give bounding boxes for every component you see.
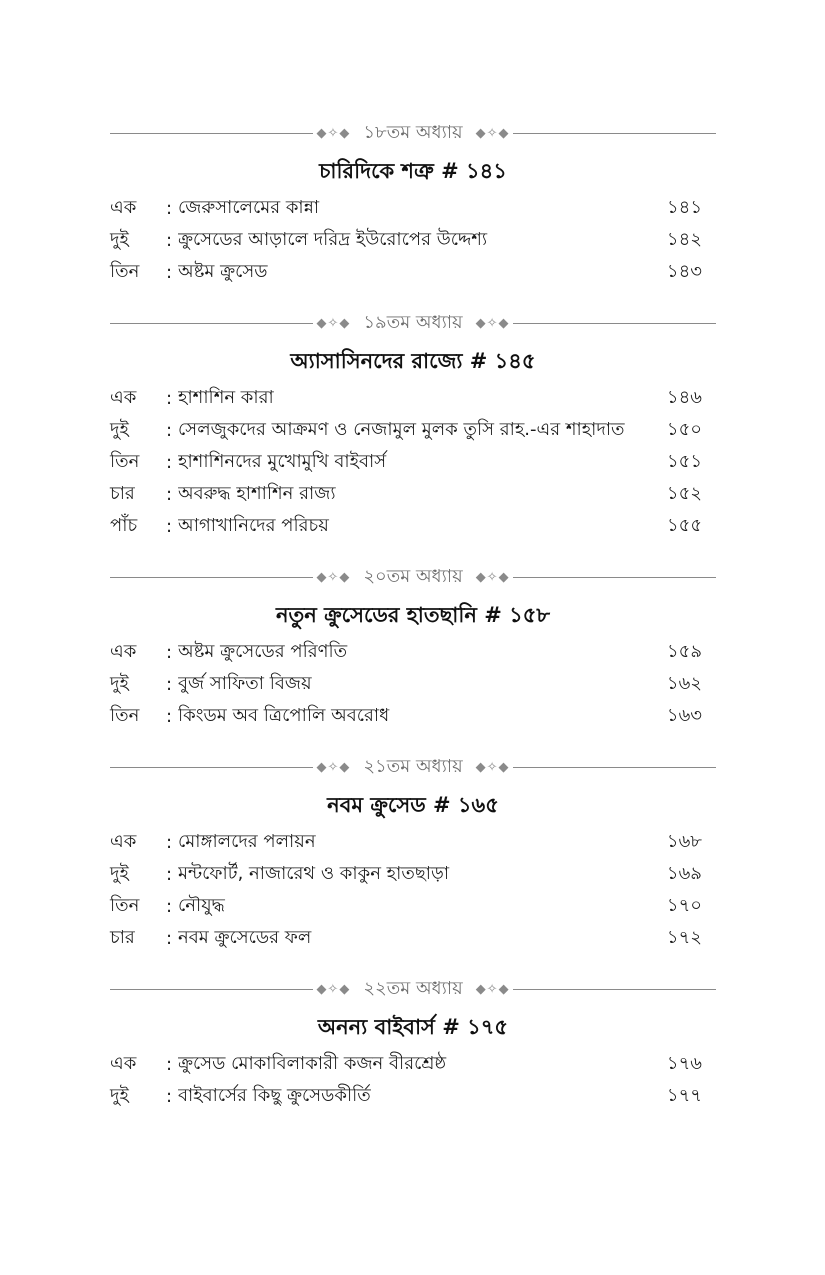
entry-page: ১৫০ [666,418,702,440]
entry-title: জেরুসালেমের কান্না [178,196,320,218]
entry-separator: : [166,229,173,251]
entry-page: ১৪৬ [666,386,702,408]
entry-number: চার [110,926,135,948]
entry-separator: : [166,927,173,949]
entry-page: ১৫৫ [666,514,702,536]
entry-separator: : [166,1085,173,1107]
divider-line [110,133,313,134]
entry-separator: : [166,515,173,537]
chapter-section [110,116,716,288]
entry-separator: : [166,451,173,473]
ornament-icon: ◆✧◆ [475,981,510,997]
entry-title: নবম ক্রুসেডের ফল [178,926,312,948]
divider-line [110,989,313,990]
ornament-icon: ◆✧◆ [316,315,351,331]
entry-separator: : [166,197,173,219]
chapter-title: নবম ক্রুসেড # ১৬৫ [327,793,499,817]
entry-number: দুই [110,228,129,250]
entry-separator: : [166,863,173,885]
chapter-divider [110,972,716,1006]
entry-separator: : [166,705,173,727]
entry-title: অষ্টম ক্রুসেড [178,260,268,282]
chapter-title: নতুন ক্রুসেডের হাতছানি # ১৫৮ [275,603,551,627]
toc-entry[interactable] [110,668,716,700]
entry-number: দুই [110,418,129,440]
chapter-title: চারিদিকে শত্রু # ১৪১ [319,159,507,183]
entry-separator: : [166,641,173,663]
entry-page: ১৭২ [666,926,702,948]
chapter-section [110,972,716,1112]
entry-title: সেলজুকদের আক্রমণ ও নেজামুল মুলক তুসি রাহ.-এর শাহাদাত [178,418,625,440]
entry-title: হাশাশিনদের মুখোমুখি বাইবার্স [178,450,387,472]
divider-line [110,767,313,768]
entry-page: ১৭৭ [666,1084,702,1106]
entry-page: ১৬২ [666,672,702,694]
toc-entry[interactable] [110,636,716,668]
entry-number: এক [110,196,137,218]
entry-separator: : [166,895,173,917]
ornament-icon: ◆✧◆ [316,569,351,585]
chapter-section [110,306,716,542]
chapter-divider [110,750,716,784]
ornament-icon: ◆✧◆ [475,125,510,141]
entry-title: বুর্জ সাফিতা বিজয় [178,672,312,694]
section-gap [110,954,716,972]
entry-page: ১৪৩ [666,260,702,282]
toc-entry[interactable] [110,826,716,858]
toc-entry[interactable] [110,382,716,414]
entry-page: ১৪২ [666,228,702,250]
ornament-icon: ◆✧◆ [316,125,351,141]
entry-title: ক্রুসেডের আড়ালে দরিদ্র ইউরোপের উদ্দেশ্য [178,228,488,250]
toc-entry[interactable] [110,478,716,510]
toc-entry[interactable] [110,700,716,732]
entry-title: মন্টফোর্ট, নাজারেথ ও কাকুন হাতছাড়া [178,862,450,884]
chapter-label: ২০তম অধ্যায় [363,565,463,587]
chapter-label: ২২তম অধ্যায় [363,977,463,999]
entry-separator: : [166,419,173,441]
entry-separator: : [166,1053,173,1075]
entry-page: ১৬৯ [666,862,702,884]
ornament-icon: ◆✧◆ [475,759,510,775]
entry-separator: : [166,483,173,505]
section-gap [110,542,716,560]
divider-line [513,133,716,134]
chapter-divider [110,560,716,594]
toc-entry[interactable] [110,192,716,224]
divider-line [513,767,716,768]
chapter-divider [110,116,716,150]
toc-entry[interactable] [110,858,716,890]
entry-page: ১৬৩ [666,704,702,726]
entry-number: এক [110,830,137,852]
entry-page: ১৫৯ [666,640,702,662]
toc-entry[interactable] [110,890,716,922]
toc-entry[interactable] [110,922,716,954]
chapter-title: অনন্য বাইবার্স # ১৭৫ [317,1015,509,1039]
entry-number: এক [110,640,137,662]
toc-entry[interactable] [110,256,716,288]
entry-number: এক [110,386,137,408]
toc-entry[interactable] [110,1080,716,1112]
entry-title: বাইবার্সের কিছু ক্রুসেডকীর্তি [178,1084,371,1106]
divider-line [110,323,313,324]
entry-separator: : [166,673,173,695]
entry-number: দুই [110,1084,129,1106]
entry-separator: : [166,261,173,283]
entry-title: আগাখানিদের পরিচয় [178,514,329,536]
entry-page: ১৭০ [666,894,702,916]
entry-number: দুই [110,862,129,884]
entry-title: অষ্টম ক্রুসেডের পরিণতি [178,640,348,662]
entry-title: কিংডম অব ত্রিপোলি অবরোধ [178,704,390,726]
ornament-icon: ◆✧◆ [475,569,510,585]
section-gap [110,288,716,306]
divider-line [110,577,313,578]
entry-number: এক [110,1052,137,1074]
chapter-divider [110,306,716,340]
toc-entry[interactable] [110,446,716,478]
table-of-contents [110,116,716,1112]
entry-title: মোঙ্গালদের পলায়ন [178,830,316,852]
entry-separator: : [166,831,173,853]
entry-title: অবরুদ্ধ হাশাশিন রাজ্য [178,482,336,504]
divider-line [513,989,716,990]
chapter-section [110,560,716,732]
entry-title: ক্রুসেড মোকাবিলাকারী কজন বীরশ্রেষ্ঠ [178,1052,447,1074]
chapter-title: অ্যাসাসিনদের রাজ্যে # ১৪৫ [290,349,536,373]
entry-number: তিন [110,450,140,472]
entry-page: ১৫২ [666,482,702,504]
entry-page: ১৭৬ [666,1052,702,1074]
chapter-label: ১৯তম অধ্যায় [363,311,463,333]
toc-entry[interactable] [110,510,716,542]
divider-line [513,577,716,578]
entry-number: তিন [110,894,140,916]
entry-number: তিন [110,704,140,726]
entry-title: নৌযুদ্ধ [178,894,225,916]
entry-title: হাশাশিন কারা [178,386,274,408]
chapter-label: ১৮তম অধ্যায় [363,121,463,143]
entry-page: ১৬৮ [666,830,702,852]
entry-page: ১৪১ [666,196,702,218]
entry-number: চার [110,482,135,504]
ornament-icon: ◆✧◆ [316,981,351,997]
entry-number: পাঁচ [110,514,138,536]
toc-entry[interactable] [110,224,716,256]
entry-separator: : [166,387,173,409]
ornament-icon: ◆✧◆ [316,759,351,775]
chapter-label: ২১তম অধ্যায় [363,755,463,777]
toc-entry[interactable] [110,1048,716,1080]
ornament-icon: ◆✧◆ [475,315,510,331]
entry-number: দুই [110,672,129,694]
divider-line [513,323,716,324]
entry-number: তিন [110,260,140,282]
toc-entry[interactable] [110,414,716,446]
entry-page: ১৫১ [666,450,702,472]
section-gap [110,732,716,750]
chapter-section [110,750,716,954]
